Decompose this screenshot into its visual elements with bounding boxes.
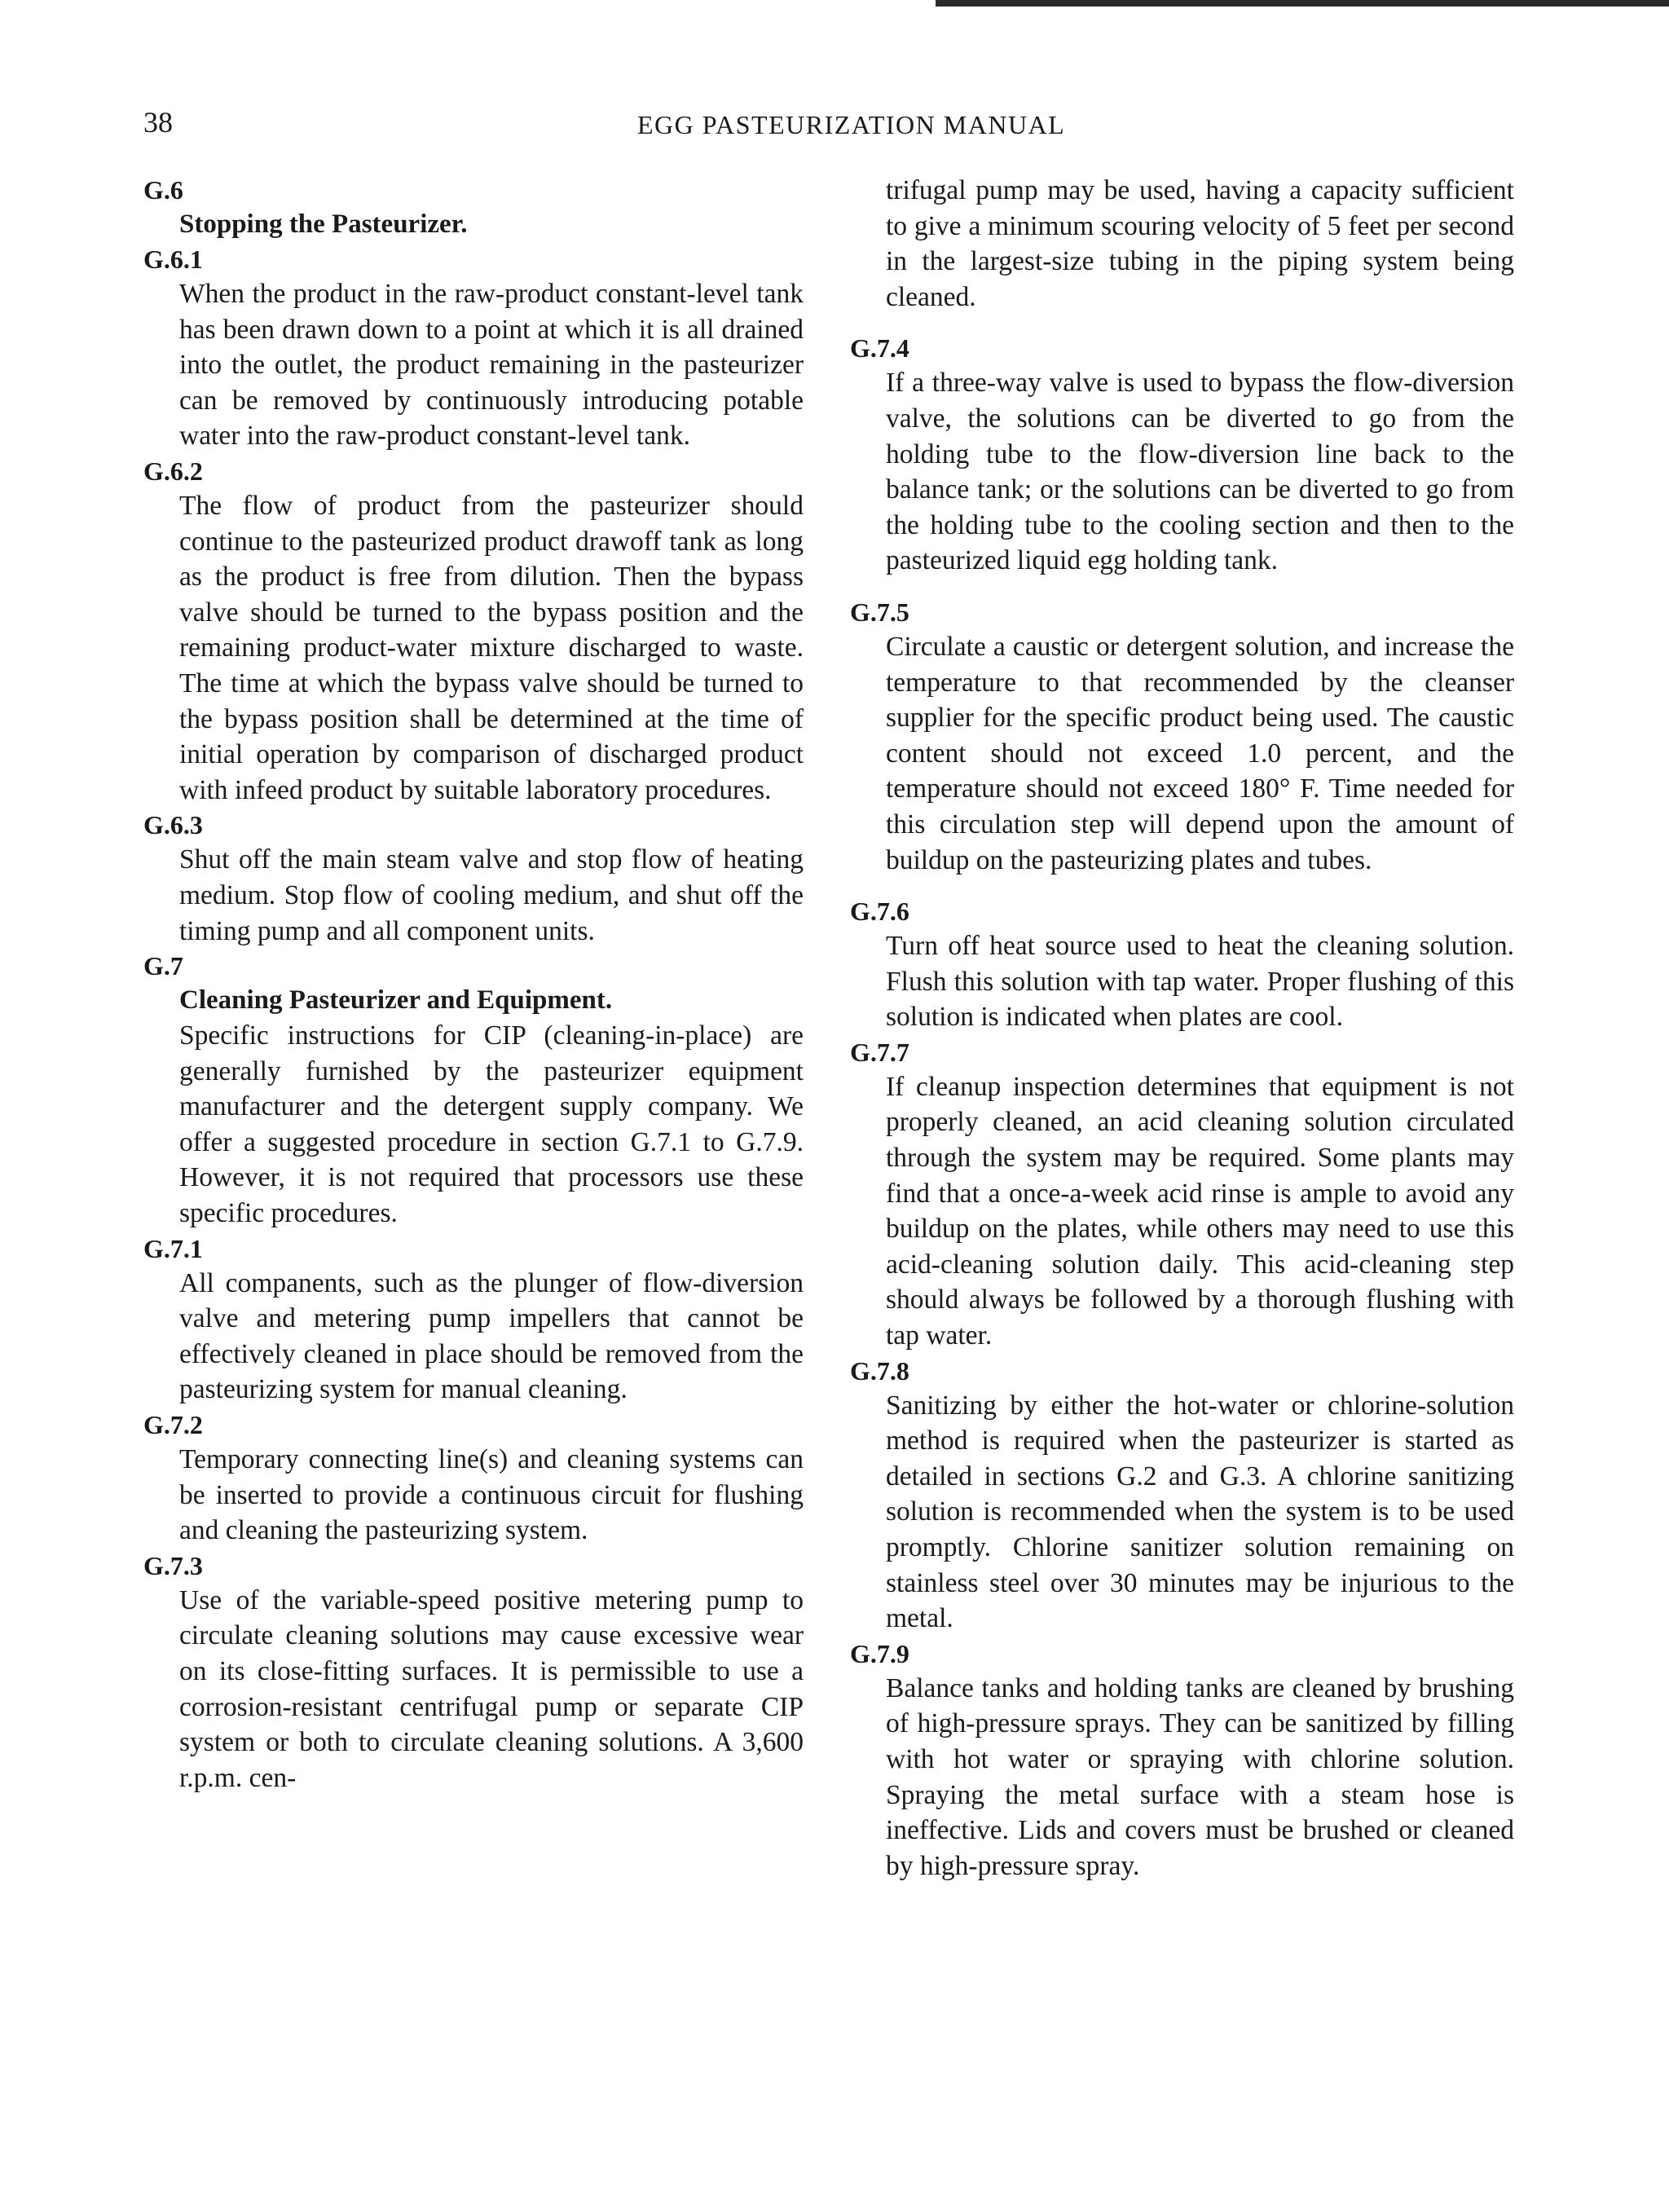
paragraph-g7-2: Temporary connecting line(s) and cleaning systems can be inserted to provide a continuous circuit for flushing and cleaning the pasteurizing system. — [179, 1444, 804, 1546]
paragraph-g7-8: Sanitizing by either the hot-water or chlorine-solution method is required when the pasteurizer is started as detailed in sections G.2 and G.3. A chlorine sanitizing solution is recommended when the system is to be used promptly. Chlorine sanitizer solution remaining on stainless steel over 30 minutes may be injurious to the metal. — [886, 1390, 1514, 1634]
section-number-g7-1: G.7.1 — [143, 1233, 203, 1263]
section-number-g7-7: G.7.7 — [850, 1037, 909, 1067]
section-number-g7-9: G.7.9 — [850, 1638, 909, 1668]
page-number: 38 — [143, 106, 173, 139]
section-number-g7-3: G.7.3 — [143, 1550, 203, 1580]
running-title: EGG PASTEURIZATION MANUAL — [637, 110, 1066, 139]
section-number-g6: G.6 — [143, 175, 183, 205]
section-number-g7-8: G.7.8 — [850, 1355, 909, 1386]
left-column — [143, 173, 804, 1796]
right-column — [850, 173, 1514, 1884]
paragraph-g6-2: The flow of product from the pasteurizer should continue to the pasteurized product drawoff tank as long as the product is free from dilution. Then the bypass valve should be turned to the bypass position and the remaining product-water mixture discharged to waste. The time at which the bypass valve should be turned to the bypass position shall be determined at the time of initial operation by comparison of discharged product with infeed product by suitable laboratory procedures. — [179, 490, 804, 805]
section-title-g7: Cleaning Pasteurizer and Equipment. — [179, 985, 613, 1016]
section-number-g7: G.7 — [143, 951, 183, 981]
paragraph-g7-3: Use of the variable-speed positive metering pump to circulate cleaning solutions may cause excessive wear on its close-fitting surfaces. It is permissible to use a corrosion-resistant centrifugal pump or separate CIP system or both to circulate cleaning solutions. A 3,600 r.p.m. cen- — [179, 1584, 804, 1793]
paragraph-g7-3-continued: trifugal pump may be used, having a capacity sufficient to give a minimum scouring velocity of 5 feet per second in the largest-size tubing in the piping system being cleaned. — [886, 175, 1514, 312]
section-number-g6-3: G.6.3 — [143, 810, 203, 840]
section-number-g7-5: G.7.5 — [850, 597, 909, 627]
section-number-g7-4: G.7.4 — [850, 333, 909, 364]
paragraph-g7-1: All companents, such as the plunger of flow-diversion valve and metering pump impellers that cannot be effectively cleaned in place should be removed from the pasteurizing system for manual cleaning. — [179, 1267, 804, 1405]
paragraph-g7-6: Turn off heat source used to heat the cleaning solution. Flush this solution with tap water. Proper flushing of this solution is indicated when plates are cool. — [886, 931, 1514, 1033]
paragraph-g6-1: When the product in the raw-product constant-level tank has been drawn down to a point at which it is all drained into the outlet, the product remaining in the pasteurizer can be removed by continuously introducing potable water into the raw-product constant-level tank. — [179, 279, 804, 452]
paragraph-g6-3: Shut off the main steam valve and stop flow of heating medium. Stop flow of cooling medium, and shut off the timing pump and all component units. — [179, 844, 804, 946]
paragraph-g7-9: Balance tanks and holding tanks are cleaned by brushing of high-pressure sprays. They can be sanitized by filling with hot water or spraying with chlorine solution. Spraying the metal surface with a steam hose is ineffective. Lids and covers must be brushed or cleaned by high-pressure spray. — [886, 1672, 1514, 1881]
paragraph-g7-7: If cleanup inspection determines that equipment is not properly cleaned, an acid cleaning solution circulated through the system may be required. Some plants may find that a once-a-week acid rinse is ample to avoid any buildup on the plates, while others may need to use this acid-cleaning solution daily. This acid-cleaning step should always be followed by a thorough flushing with tap water. — [886, 1071, 1514, 1351]
section-number-g7-2: G.7.2 — [143, 1410, 203, 1440]
section-number-g6-2: G.6.2 — [143, 456, 203, 486]
paragraph-g7-4: If a three-way valve is used to bypass the flow-diversion valve, the solutions can be diverted to go from the holding tube to the flow-diversion line back to the balance tank; or the solutions can be diverted to go from the holding tube to the cooling section and then to the pasteurized liquid egg holding tank. — [886, 368, 1514, 576]
paragraph-g7: Specific instructions for CIP (cleaning-in-place) are generally furnished by the pasteurizer equipment manufacturer and the detergent supply company. We offer a suggested procedure in section G.7.1 to G.7.9. However, it is not required that processors use these specific procedures. — [179, 1020, 804, 1229]
paragraph-g7-5: Circulate a caustic or detergent solution, and increase the temperature to that recommended by the cleanser supplier for the specific product being used. The caustic content should not exceed 1.0 percent, and the temperature should not exceed 180° F. Time needed for this circulation step will depend upon the amount of buildup on the pasteurizing plates and tubes. — [886, 631, 1514, 875]
top-edge-rule — [936, 0, 1669, 7]
section-number-g6-1: G.6.1 — [143, 245, 203, 274]
section-number-g7-6: G.7.6 — [850, 897, 909, 927]
section-title-g6: Stopping the Pasteurizer. — [179, 209, 468, 239]
